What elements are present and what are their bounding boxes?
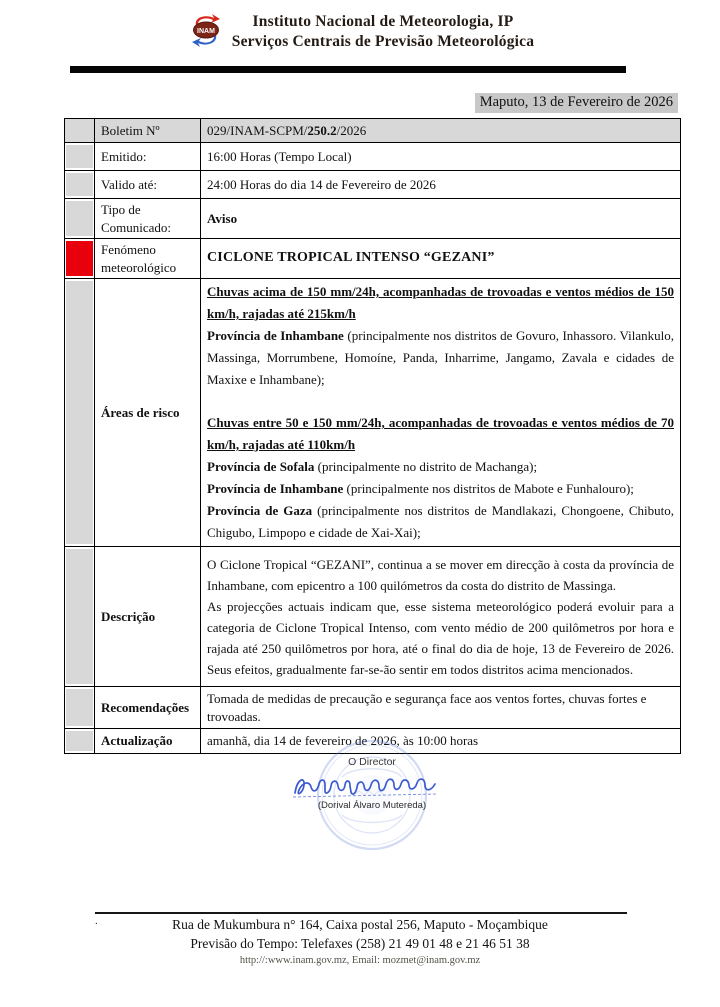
table-row	[65, 119, 681, 143]
boletim-value	[201, 119, 681, 143]
tipo-value: Aviso	[201, 199, 681, 239]
row-color-tag	[65, 119, 95, 143]
areas-label: Áreas de risco	[95, 279, 201, 547]
inam-logo-icon	[186, 13, 226, 56]
footer-address: Rua de Mukumbura n° 164, Caixa postal 256, Maputo - Moçambique	[172, 917, 548, 932]
document-header	[0, 12, 720, 56]
row-color-tag	[65, 729, 95, 754]
table-row-fenomeno	[65, 239, 681, 279]
fenomeno-value: CICLONE TROPICAL INTENSO “GEZANI”	[201, 239, 681, 279]
footer-web: http://:www.inam.gov.mz, Email: mozmet@inam.gov.mz	[239, 955, 481, 966]
province-name: Província de Inhambane	[207, 481, 344, 497]
signature-block	[242, 733, 502, 863]
valido-label: Valido até:	[95, 171, 201, 199]
areas-paragraph	[207, 325, 674, 391]
boletim-value-pre: 029/INAM-SCPM/	[207, 122, 308, 138]
descricao-content	[201, 547, 681, 687]
footer	[0, 915, 720, 969]
areas-paragraph	[207, 500, 674, 544]
areas-heading-1-text: Chuvas acima de 150 mm/24h, acompanhadas de trovoadas e ventos médios de 150 km/h, rajadas até 215km/h	[207, 284, 674, 322]
emitido-label: Emitido:	[95, 143, 201, 171]
valido-value: 24:00 Horas do dia 14 de Fevereiro de 2026	[201, 171, 681, 199]
org-line1: Instituto Nacional de Meteorologia, IP	[252, 13, 514, 30]
table-row	[65, 171, 681, 199]
table-row	[65, 143, 681, 171]
recomendacoes-label: Recomendações	[95, 687, 201, 729]
province-districts: (principalmente nos distritos de Mandlakazi, Chongoene, Chibuto, Chigubo, Limpopo e cidade de Xai-Xai);	[207, 503, 674, 541]
province-name: Província de Inhambane	[207, 328, 348, 344]
province-districts: (principalmente nos distritos de Mabote e Funhalouro);	[343, 481, 634, 497]
row-color-tag-red	[65, 239, 95, 279]
signer-title: O Director	[348, 756, 396, 768]
descricao-paragraph-1: O Ciclone Tropical “GEZANI”, continua a se mover em direcção à costa da província de Inhambane, com epicentro a 100 quilómetros da costa do distrito de Massinga.	[207, 556, 674, 593]
descricao-label: Descrição	[95, 547, 201, 687]
province-name: Província de Gaza	[207, 503, 313, 519]
bulletin-table	[64, 118, 681, 754]
row-color-tag	[65, 143, 95, 171]
areas-paragraph	[207, 456, 674, 478]
row-color-tag	[65, 687, 95, 729]
table-row-descricao	[65, 547, 681, 687]
areas-content	[201, 279, 681, 547]
director-signature	[287, 769, 457, 803]
header-divider	[70, 66, 626, 73]
row-color-tag	[65, 279, 95, 547]
emitido-value: 16:00 Horas (Tempo Local)	[201, 143, 681, 171]
stray-mark: .	[95, 915, 98, 927]
table-row	[65, 199, 681, 239]
row-color-tag	[65, 547, 95, 687]
areas-heading-2-text: Chuvas entre 50 e 150 mm/24h, acompanhadas de trovoadas e ventos médios de 70 km/h, rajadas até 110km/h	[207, 415, 674, 453]
actualizacao-value: amanhã, dia 14 de fevereiro de 2026, às 10:00 horas	[201, 729, 681, 754]
date-line: Maputo, 13 de Fevereiro de 2026	[475, 93, 678, 113]
fenomeno-label: Fenómeno meteorológico	[95, 239, 201, 279]
signer-name: (Dorival Álvaro Mutereda)	[317, 800, 427, 811]
footer-divider	[95, 912, 627, 914]
boletim-label: Boletim Nº	[95, 119, 201, 143]
recomendacoes-value: Tomada de medidas de precaução e segurança face aos ventos fortes, chuvas fortes e trovoadas.	[201, 687, 681, 729]
row-color-tag	[65, 171, 95, 199]
org-title	[232, 12, 534, 52]
footer-phones: Previsão do Tempo: Telefaxes (258) 21 49 01 48 e 21 46 51 38	[190, 936, 530, 951]
province-districts: (principalmente nos distritos de Govuro, Inhassoro. Vilankulo, Massinga, Morrumbene, Homoíne, Panda, Inharrime, Jangamo, Zavala e cidades de Maxixe e Inhambane);	[207, 328, 675, 388]
table-row	[65, 687, 681, 729]
logo-text: INAM	[196, 28, 215, 35]
org-line2: Serviços Centrais de Previsão Meteorológica	[231, 33, 535, 50]
descricao-paragraph-2: As projecções actuais indicam que, esse sistema meteorológico poderá evoluir para a categoria de Ciclone Tropical Intenso, com vento médio de 200 quilômetros por hora e rajada até 250 quilômetros por hora, até o final do dia de hoje, 13 de Fevereiro de 2026. Seus efeitos, gradualmente far-se-ão sentir em todos distritos acima mencionados.	[207, 598, 674, 677]
areas-paragraph	[207, 478, 674, 500]
actualizacao-label: Actualização	[95, 729, 201, 754]
province-name: Província de Sofala	[207, 459, 315, 475]
row-color-tag	[65, 199, 95, 239]
areas-heading-1	[207, 281, 674, 325]
province-districts: (principalmente no distrito de Machanga);	[314, 459, 538, 475]
boletim-value-bold: 250.2	[307, 122, 337, 138]
tipo-label: Tipo de Comunicado:	[95, 199, 201, 239]
table-row-areas	[65, 279, 681, 547]
areas-heading-2	[207, 412, 674, 456]
boletim-value-post: /2026	[336, 122, 367, 138]
